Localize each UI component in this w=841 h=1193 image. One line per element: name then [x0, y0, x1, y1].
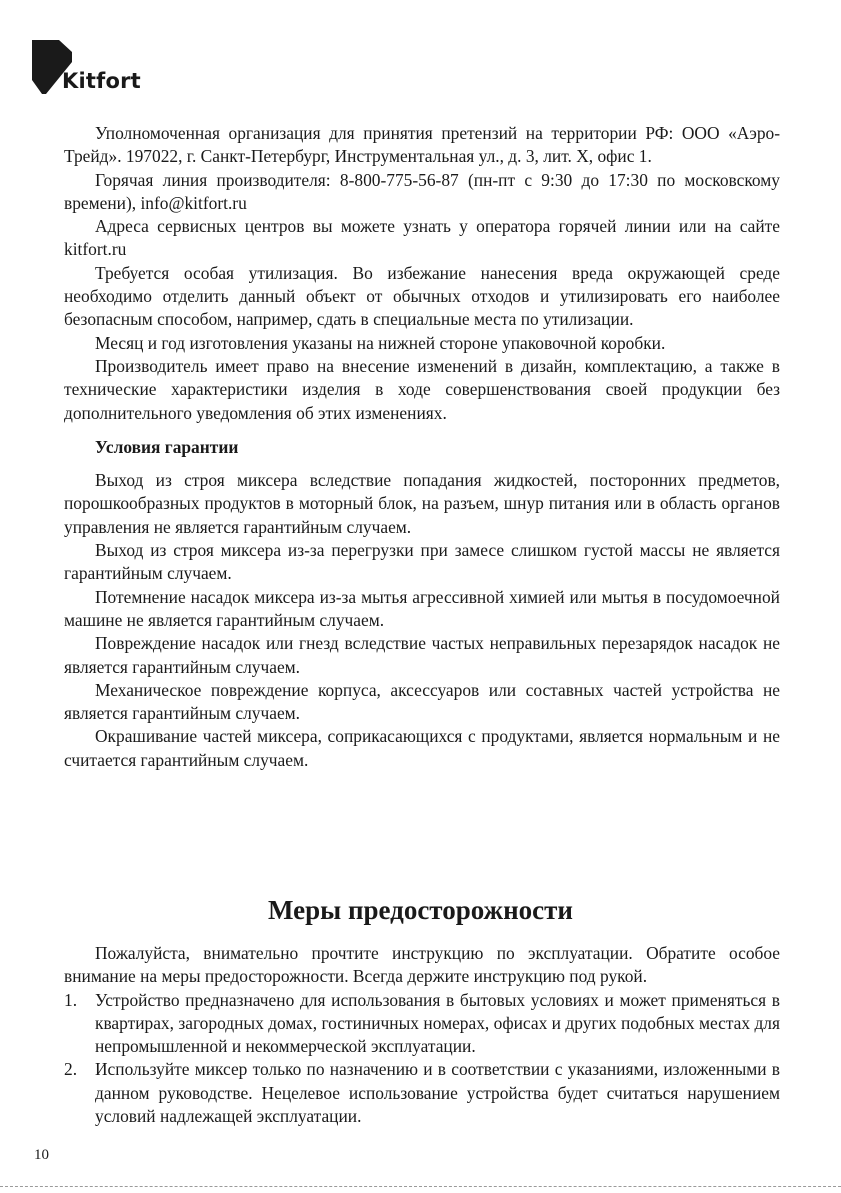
- list-item-text: Используйте миксер только по назначению и в соответствии с указаниями, изложенными в данном руководстве. Нецелевое использование устройства будет считаться нарушением условий надлежащей эксплуатации.: [95, 1059, 780, 1127]
- list-item-number: 2.: [64, 1059, 78, 1080]
- warranty-paragraph: Выход из строя миксера вследствие попадания жидкостей, посторонних предметов, порошкообразных продуктов в моторный блок, на разъем, шнур питания или в область органов управления не является гарантийным случаем.: [64, 470, 780, 537]
- warranty-paragraph: Повреждение насадок или гнезд вследствие частых неправильных перезарядок насадок не является гарантийным случаем.: [64, 633, 780, 677]
- brand-name: Kitfort: [62, 69, 141, 93]
- safety-title: Меры предосторожности: [268, 895, 573, 925]
- page-number: 10: [34, 1147, 49, 1163]
- page-bottom-divider: [0, 1186, 841, 1193]
- manufacturer-rights-paragraph: Производитель имеет право на внесение изменений в дизайн, комплектацию, а также в технические характеристики изделия в ходе совершенствования своей продукции без дополнительного уведомления об этих изменениях.: [64, 355, 780, 423]
- intro-section: [64, 122, 780, 772]
- warranty-paragraph: Окрашивание частей миксера, соприкасающихся с продуктами, является нормальным и не считается гарантийным случаем.: [64, 726, 780, 770]
- service-centers-paragraph: Адреса сервисных центров вы можете узнать у оператора горячей линии или на сайте kitfort.ru: [64, 216, 780, 260]
- safety-list-item: [64, 989, 780, 1059]
- manufacture-date-paragraph: Месяц и год изготовления указаны на нижней стороне упаковочной коробки.: [95, 332, 666, 353]
- list-item-text: Устройство предназначено для использования в бытовых условиях и может применяться в квартирах, загородных домах, гостиничных номерах, офисах и других подобных местах для непромышленной и некоммерческой эксплуатации.: [95, 989, 780, 1057]
- warranty-heading: Условия гарантии: [95, 436, 239, 457]
- warranty-paragraph: Выход из строя миксера из-за перегрузки при замесе слишком густой массы не является гарантийным случаем.: [64, 540, 780, 584]
- warranty-paragraph: Потемнение насадок миксера из-за мытья агрессивной химией или мытья в посудомоечной машине не является гарантийным случаем.: [64, 586, 780, 630]
- safety-intro-paragraph: Пожалуйста, внимательно прочтите инструкцию по эксплуатации. Обратите особое внимание на меры предосторожности. Всегда держите инструкцию под рукой.: [64, 943, 780, 987]
- warranty-paragraph: Механическое повреждение корпуса, аксессуаров или составных частей устройства не является гарантийным случаем.: [64, 679, 780, 724]
- authorized-organization-paragraph: Уполномоченная организация для принятия претензий на территории РФ: ООО «Аэро-Трейд». 197022, г. Санкт-Петербург, Инструментальная ул., д. 3, лит. Х, офис 1.: [64, 123, 780, 167]
- list-item-number: 1.: [64, 989, 78, 1010]
- safety-section: [64, 942, 780, 1128]
- safety-list-item: [64, 1058, 780, 1128]
- safety-list: [64, 989, 780, 1129]
- disposal-paragraph: Требуется особая утилизация. Во избежание нанесения вреда окружающей среде необходимо отделить данный объект от обычных отходов и утилизировать его наиболее безопасным способом, например, сдать в специальные места по утилизации.: [64, 262, 780, 330]
- hotline-paragraph: Горячая линия производителя: 8-800-775-56-87 (пн-пт с 9:30 до 17:30 по московскому времени), info@kitfort.ru: [64, 169, 780, 213]
